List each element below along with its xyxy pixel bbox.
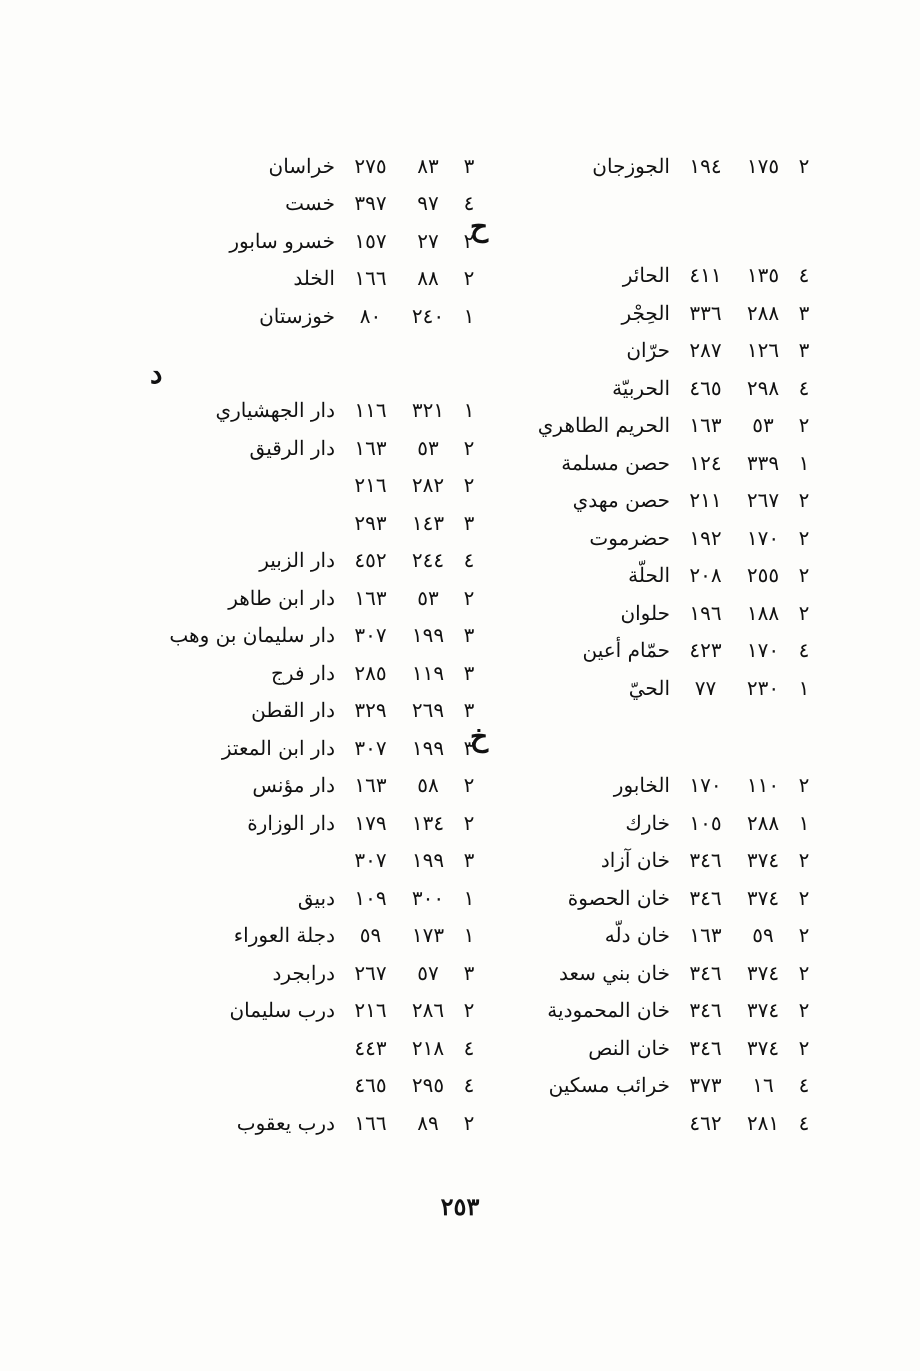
entry-number: ٢١١ bbox=[689, 488, 722, 513]
section-letter: خ bbox=[470, 720, 489, 753]
entry-number: ٣٢٩ bbox=[354, 698, 387, 723]
volume-number: ٢ bbox=[463, 228, 475, 253]
index-entry bbox=[150, 992, 480, 1030]
place-name: دار فرج bbox=[271, 660, 335, 685]
entry-number: ٣٣٦ bbox=[689, 300, 722, 325]
page-ref: ٥٣ bbox=[417, 585, 439, 610]
index-entry bbox=[150, 260, 480, 298]
page-ref: ١٧٥ bbox=[746, 153, 780, 178]
volume-number: ١ bbox=[798, 675, 810, 700]
index-entry bbox=[150, 692, 480, 730]
page-ref: ١١٠ bbox=[746, 773, 780, 798]
place-name: دار الوزارة bbox=[247, 810, 335, 835]
section-letter: ح bbox=[470, 210, 489, 243]
page-ref: ٢٦٩ bbox=[411, 698, 445, 723]
volume-number: ٢ bbox=[798, 563, 810, 588]
entry-number: ٤٦٥ bbox=[689, 375, 722, 400]
page-ref: ٣٧٤ bbox=[746, 848, 780, 873]
place-name: دار ابن طاهر bbox=[228, 585, 335, 610]
volume-number: ٢ bbox=[463, 435, 475, 460]
place-name: الجوزجان bbox=[592, 153, 670, 178]
place-name: درب يعقوب bbox=[236, 1110, 335, 1135]
entry-number: ٣٤٦ bbox=[689, 885, 722, 910]
volume-number: ٣ bbox=[463, 698, 475, 723]
index-entry bbox=[150, 1104, 480, 1142]
page-ref: ٣٧٤ bbox=[746, 998, 780, 1023]
place-name: الخابور bbox=[613, 773, 670, 798]
page-ref: ٢٧ bbox=[417, 228, 439, 253]
volume-number: ٤ bbox=[798, 263, 810, 288]
place-name: الحربيّة bbox=[612, 375, 670, 400]
entry-number: ٤٥٢ bbox=[354, 548, 387, 573]
entry-number: ٢٧٥ bbox=[354, 153, 387, 178]
place-name: خان الحصوة bbox=[567, 885, 670, 910]
index-entry bbox=[150, 222, 480, 260]
entry-number: ٢٦٧ bbox=[354, 960, 387, 985]
page-ref: ١٧٠ bbox=[746, 638, 780, 663]
page-ref: ٣٧٤ bbox=[746, 1035, 780, 1060]
index-entry bbox=[470, 444, 815, 482]
place-name: حلوان bbox=[620, 600, 670, 625]
index-entry bbox=[150, 579, 480, 617]
place-name: حصن مسلمة bbox=[561, 450, 670, 475]
entry-number: ٥٩ bbox=[359, 923, 382, 948]
place-name: الحِجْر bbox=[621, 300, 670, 325]
page-ref: ١٢٦ bbox=[746, 338, 780, 363]
volume-number: ١ bbox=[463, 923, 475, 948]
entry-number: ٧٧ bbox=[694, 675, 717, 700]
volume-number: ٣ bbox=[798, 300, 810, 325]
entry-number: ٤١١ bbox=[689, 263, 722, 288]
page-ref: ٥٣ bbox=[752, 413, 774, 438]
page-ref: ١٣٥ bbox=[746, 263, 780, 288]
volume-number: ١ bbox=[463, 303, 475, 328]
place-name: دار القطن bbox=[251, 698, 335, 723]
index-entry bbox=[150, 542, 480, 580]
page-ref: ٢٨٦ bbox=[411, 998, 445, 1023]
volume-number: ٢ bbox=[798, 413, 810, 438]
index-entry bbox=[150, 954, 480, 992]
place-name: الحائر bbox=[622, 263, 670, 288]
entry-number: ٨٠ bbox=[359, 303, 382, 328]
place-name: الحلّة bbox=[628, 563, 670, 588]
index-entry bbox=[470, 767, 815, 805]
index-entry bbox=[150, 804, 480, 842]
page-ref: ٢٨٨ bbox=[746, 810, 780, 835]
place-name: دار مؤنس bbox=[252, 773, 335, 798]
page-ref: ٥٩ bbox=[752, 923, 774, 948]
place-name: خسرو سابور bbox=[229, 228, 335, 253]
page-ref: ٣٣٩ bbox=[746, 450, 780, 475]
page-ref: ٢٨٢ bbox=[411, 473, 445, 498]
page-ref: ٢٤٤ bbox=[411, 548, 445, 573]
page-ref: ١٧٣ bbox=[411, 923, 445, 948]
volume-number: ٢ bbox=[463, 773, 475, 798]
volume-number: ١ bbox=[463, 885, 475, 910]
volume-number: ٤ bbox=[798, 1073, 810, 1098]
page-ref: ٢٦٧ bbox=[746, 488, 780, 513]
index-entry bbox=[470, 879, 815, 917]
volume-number: ٢ bbox=[798, 773, 810, 798]
page-ref: ٢٨١ bbox=[746, 1110, 780, 1135]
index-entry bbox=[150, 429, 480, 467]
volume-number: ٢ bbox=[798, 1035, 810, 1060]
volume-number: ٢ bbox=[798, 848, 810, 873]
entry-number: ١٦٦ bbox=[354, 1110, 387, 1135]
entry-number: ٤٢٣ bbox=[689, 638, 722, 663]
index-entry bbox=[470, 632, 815, 670]
index-entry bbox=[150, 147, 480, 185]
page-ref: ٣٧٤ bbox=[746, 885, 780, 910]
entry-number: ٢١٦ bbox=[354, 998, 387, 1023]
volume-number: ٢ bbox=[798, 153, 810, 178]
page-ref: ٨٨ bbox=[417, 266, 439, 291]
place-name: دبيق bbox=[297, 885, 335, 910]
place-name: دار سليمان بن وهب bbox=[169, 623, 335, 648]
entry-number: ٢٨٥ bbox=[354, 660, 387, 685]
place-name: دجلة العوراء bbox=[233, 923, 335, 948]
index-entry bbox=[470, 257, 815, 295]
entry-number: ١٦٦ bbox=[354, 266, 387, 291]
volume-number: ٣ bbox=[463, 960, 475, 985]
page-ref: ٥٣ bbox=[417, 435, 439, 460]
index-entry bbox=[150, 729, 480, 767]
page-ref: ٢٨٨ bbox=[746, 300, 780, 325]
index-entry bbox=[470, 557, 815, 595]
entry-number: ١٠٩ bbox=[354, 885, 387, 910]
entry-number: ١٧٠ bbox=[689, 773, 722, 798]
volume-number: ٢ bbox=[463, 998, 475, 1023]
volume-number: ٣ bbox=[463, 153, 475, 178]
index-entry bbox=[150, 1067, 480, 1105]
entry-number: ٣٠٧ bbox=[354, 623, 387, 648]
place-name: الحيّ bbox=[628, 675, 670, 700]
index-entry bbox=[470, 992, 815, 1030]
index-entry bbox=[150, 504, 480, 542]
page-ref: ١٩٩ bbox=[411, 623, 445, 648]
place-name: حمّام أعين bbox=[582, 638, 670, 663]
volume-number: ٣ bbox=[463, 735, 475, 760]
volume-number: ٢ bbox=[463, 1110, 475, 1135]
volume-number: ٤ bbox=[463, 191, 475, 216]
volume-number: ٤ bbox=[463, 548, 475, 573]
index-entry bbox=[470, 332, 815, 370]
page-ref: ٥٧ bbox=[417, 960, 439, 985]
page-ref: ٨٣ bbox=[417, 153, 439, 178]
place-name: دار الرقيق bbox=[249, 435, 335, 460]
page-ref: ١٩٩ bbox=[411, 848, 445, 873]
entry-number: ١٩٢ bbox=[689, 525, 722, 550]
index-entry bbox=[470, 519, 815, 557]
index-entry bbox=[150, 617, 480, 655]
index-entry bbox=[470, 842, 815, 880]
index-entry bbox=[470, 594, 815, 632]
place-name: درابجرد bbox=[272, 960, 335, 985]
section-letter: د bbox=[150, 356, 163, 390]
entry-number: ١٦٣ bbox=[354, 435, 387, 460]
entry-number: ١٢٤ bbox=[689, 450, 722, 475]
index-entry bbox=[470, 407, 815, 445]
place-name: خان آزاد bbox=[600, 848, 670, 873]
page-ref: ٢٤٠ bbox=[411, 303, 445, 328]
index-entry bbox=[470, 482, 815, 520]
page-ref: ٩٧ bbox=[417, 191, 439, 216]
page-ref: ٢٥٥ bbox=[746, 563, 780, 588]
entry-number: ٣٤٦ bbox=[689, 998, 722, 1023]
place-name: خان المحمودية bbox=[547, 998, 670, 1023]
volume-number: ٣ bbox=[463, 623, 475, 648]
page-ref: ٣٠٠ bbox=[411, 885, 445, 910]
place-name: درب سليمان bbox=[229, 998, 335, 1023]
place-name: خارك bbox=[625, 810, 670, 835]
place-name: خان دلّه bbox=[604, 923, 670, 948]
volume-number: ٢ bbox=[798, 885, 810, 910]
index-entry bbox=[150, 1029, 480, 1067]
volume-number: ٢ bbox=[463, 810, 475, 835]
volume-number: ٤ bbox=[798, 638, 810, 663]
entry-number: ١٩٦ bbox=[689, 600, 722, 625]
page-number: ٢٥٣ bbox=[440, 1192, 480, 1221]
entry-number: ١٦٣ bbox=[354, 773, 387, 798]
place-name: خست bbox=[285, 191, 335, 216]
volume-number: ١ bbox=[798, 810, 810, 835]
index-entry bbox=[470, 147, 815, 185]
index-entry bbox=[150, 467, 480, 505]
page-ref: ٨٩ bbox=[417, 1110, 439, 1135]
entry-number: ٢١٦ bbox=[354, 473, 387, 498]
place-name: حضرموت bbox=[589, 525, 670, 550]
entry-number: ١٦٣ bbox=[689, 413, 722, 438]
index-entry bbox=[470, 369, 815, 407]
entry-number: ٢٨٧ bbox=[689, 338, 722, 363]
page-ref: ٢٩٥ bbox=[411, 1073, 445, 1098]
entry-number: ٣٧٣ bbox=[689, 1073, 722, 1098]
volume-number: ٤ bbox=[463, 1035, 475, 1060]
index-entry bbox=[470, 804, 815, 842]
volume-number: ٢ bbox=[463, 266, 475, 291]
place-name: خان بني سعد bbox=[558, 960, 670, 985]
index-entry bbox=[470, 294, 815, 332]
place-name: دار الجهشياري bbox=[215, 398, 335, 423]
page-ref: ١٨٨ bbox=[746, 600, 780, 625]
entry-number: ٤٦٢ bbox=[689, 1110, 722, 1135]
volume-number: ٢ bbox=[463, 473, 475, 498]
entry-number: ٣٠٧ bbox=[354, 848, 387, 873]
entry-number: ١٠٥ bbox=[689, 810, 722, 835]
index-entry bbox=[150, 917, 480, 955]
index-entry bbox=[470, 1067, 815, 1105]
place-name: دار ابن المعتز bbox=[221, 735, 335, 760]
index-entry bbox=[150, 654, 480, 692]
index-entry bbox=[470, 1104, 815, 1142]
entry-number: ٣٤٦ bbox=[689, 960, 722, 985]
left-column bbox=[150, 147, 480, 1142]
place-name: حصن مهدي bbox=[572, 488, 670, 513]
index-entry bbox=[150, 297, 480, 335]
index-entry bbox=[150, 392, 480, 430]
place-name: حرّان bbox=[626, 338, 670, 363]
entry-number: ١٩٤ bbox=[689, 153, 722, 178]
page-ref: ١٤٣ bbox=[411, 510, 445, 535]
index-entry bbox=[470, 669, 815, 707]
entry-number: ٢٠٨ bbox=[689, 563, 722, 588]
volume-number: ٢ bbox=[463, 585, 475, 610]
entry-number: ٣٩٧ bbox=[354, 191, 387, 216]
page-ref: ٢١٨ bbox=[411, 1035, 445, 1060]
entry-number: ٢٩٣ bbox=[354, 510, 387, 535]
volume-number: ٣ bbox=[798, 338, 810, 363]
entry-number: ١٦٣ bbox=[354, 585, 387, 610]
index-entry bbox=[150, 185, 480, 223]
volume-number: ٢ bbox=[798, 525, 810, 550]
entry-number: ١٧٩ bbox=[354, 810, 387, 835]
entry-number: ٣٠٧ bbox=[354, 735, 387, 760]
place-name: الخلد bbox=[293, 266, 335, 291]
volume-number: ٣ bbox=[463, 510, 475, 535]
page-ref: ٣٧٤ bbox=[746, 960, 780, 985]
place-name: خوزستان bbox=[259, 303, 335, 328]
place-name: خان النص bbox=[588, 1035, 670, 1060]
entry-number: ٤٤٣ bbox=[354, 1035, 387, 1060]
right-column bbox=[470, 147, 815, 1142]
index-entry bbox=[470, 917, 815, 955]
page-ref: ١٣٤ bbox=[411, 810, 445, 835]
entry-number: ١٦٣ bbox=[689, 923, 722, 948]
place-name: دار الزبير bbox=[259, 548, 335, 573]
entry-number: ١٥٧ bbox=[354, 228, 387, 253]
volume-number: ٢ bbox=[798, 488, 810, 513]
entry-number: ٤٦٥ bbox=[354, 1073, 387, 1098]
page-ref: ٢٩٨ bbox=[746, 375, 780, 400]
place-name: الحريم الطاهري bbox=[537, 413, 670, 438]
entry-number: ١١٦ bbox=[354, 398, 387, 423]
entry-number: ٣٤٦ bbox=[689, 848, 722, 873]
volume-number: ٤ bbox=[463, 1073, 475, 1098]
index-entry bbox=[150, 842, 480, 880]
page-ref: ١٦ bbox=[752, 1073, 774, 1098]
volume-number: ٤ bbox=[798, 1110, 810, 1135]
page-ref: ١٩٩ bbox=[411, 735, 445, 760]
volume-number: ١ bbox=[463, 398, 475, 423]
page-ref: ١١٩ bbox=[411, 660, 445, 685]
volume-number: ١ bbox=[798, 450, 810, 475]
page-ref: ١٧٠ bbox=[746, 525, 780, 550]
volume-number: ٣ bbox=[463, 660, 475, 685]
volume-number: ٢ bbox=[798, 998, 810, 1023]
volume-number: ٢ bbox=[798, 600, 810, 625]
page-ref: ٥٨ bbox=[417, 773, 439, 798]
index-entry bbox=[470, 954, 815, 992]
volume-number: ٢ bbox=[798, 960, 810, 985]
index-entry bbox=[150, 767, 480, 805]
page-ref: ٣٢١ bbox=[411, 398, 445, 423]
place-name: خراسان bbox=[268, 153, 335, 178]
index-entry bbox=[150, 879, 480, 917]
volume-number: ٣ bbox=[463, 848, 475, 873]
entry-number: ٣٤٦ bbox=[689, 1035, 722, 1060]
place-name: خرائب مسكين bbox=[548, 1073, 670, 1098]
volume-number: ٤ bbox=[798, 375, 810, 400]
index-entry bbox=[470, 1029, 815, 1067]
volume-number: ٢ bbox=[798, 923, 810, 948]
page-ref: ٢٣٠ bbox=[746, 675, 780, 700]
